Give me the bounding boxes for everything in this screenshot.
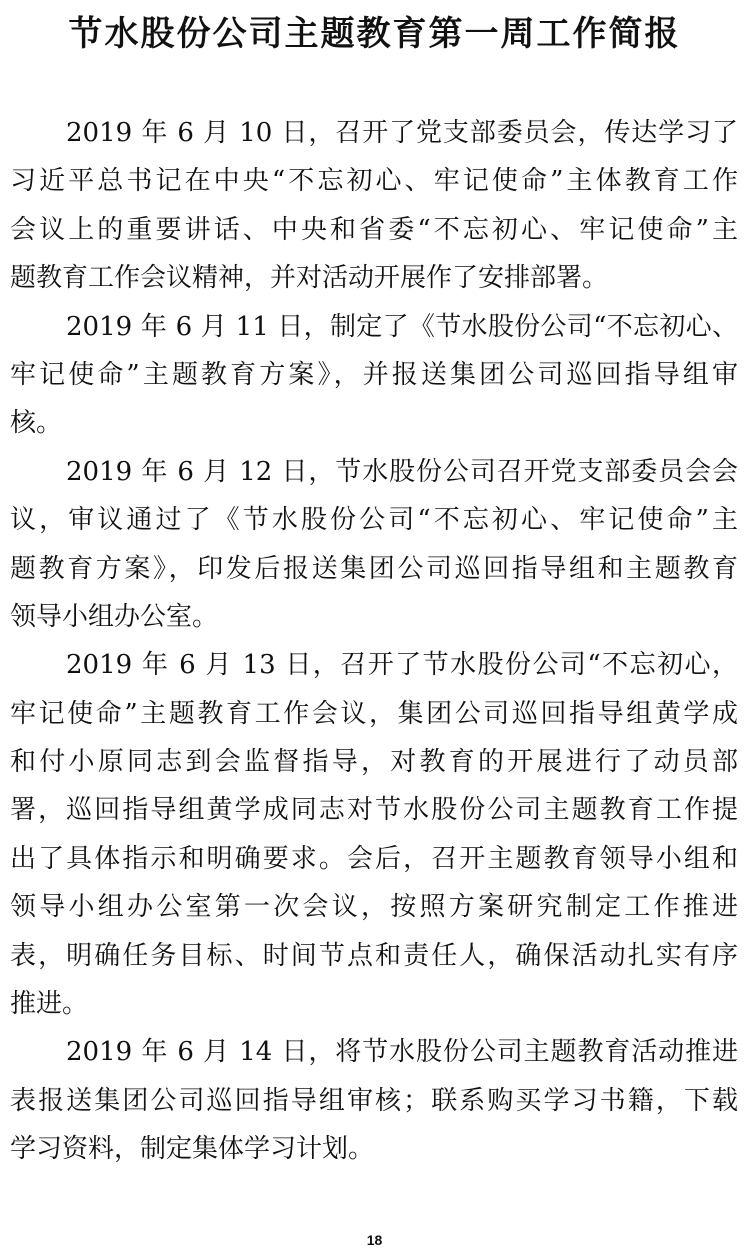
paragraph-line: 2019 年 6 月 12 日，节水股份公司召开党支部委员会会	[66, 456, 738, 487]
paragraph-line: 署，巡回指导组黄学成同志对节水股份公司主题教育工作提	[10, 795, 738, 826]
paragraph-line: 议，审议通过了《节水股份公司“不忘初心、牢记使命”主	[10, 505, 738, 536]
paragraph-line: 2019 年 6 月 14 日，将节水股份公司主题教育活动推进	[66, 1037, 738, 1068]
paragraph-line: 牢记使命”主题教育方案》，并报送集团公司巡回指导组审	[10, 359, 738, 390]
paragraph-line: 领导小组办公室第一次会议，按照方案研究制定工作推进	[10, 892, 738, 923]
paragraph-line: 核。	[10, 408, 63, 439]
document-title: 节水股份公司主题教育第一周工作简报	[68, 14, 681, 54]
document-body	[10, 109, 738, 1174]
paragraph-line: 2019 年 6 月 11 日，制定了《节水股份公司“不忘初心、	[66, 311, 738, 342]
paragraph-line: 出了具体指示和明确要求。会后，召开主题教育领导小组和	[10, 843, 738, 874]
paragraph-line: 表，明确任务目标、时间节点和责任人，确保活动扎实有序	[10, 940, 738, 971]
paragraph-line: 表报送集团公司巡回指导组审核；联系购买学习书籍，下载	[10, 1085, 738, 1116]
paragraph-line: 题教育方案》，印发后报送集团公司巡回指导组和主题教育	[10, 553, 738, 584]
paragraph-line: 2019 年 6 月 10 日，召开了党支部委员会，传达学习了	[66, 118, 738, 148]
paragraph-line: 题教育工作会议精神，并对活动开展作了安排部署。	[10, 263, 609, 294]
paragraph-line: 学习资料，制定集体学习计划。	[10, 1134, 375, 1165]
paragraph-line: 习近平总书记在中央“不忘初心、牢记使命”主体教育工作	[10, 166, 738, 197]
paragraph-line: 会议上的重要讲话、中央和省委“不忘初心、牢记使命”主	[10, 214, 738, 245]
paragraph-line: 和付小原同志到会监督指导，对教育的开展进行了动员部	[10, 747, 738, 778]
paragraph-line: 牢记使命”主题教育工作会议，集团公司巡回指导组黄学成	[10, 698, 738, 729]
paragraph-line: 推进。	[10, 989, 89, 1020]
page-number: 18	[366, 1232, 383, 1248]
paragraph-line: 领导小组办公室。	[10, 601, 219, 632]
paragraph-line: 2019 年 6 月 13 日，召开了节水股份公司“不忘初心，	[66, 650, 738, 681]
